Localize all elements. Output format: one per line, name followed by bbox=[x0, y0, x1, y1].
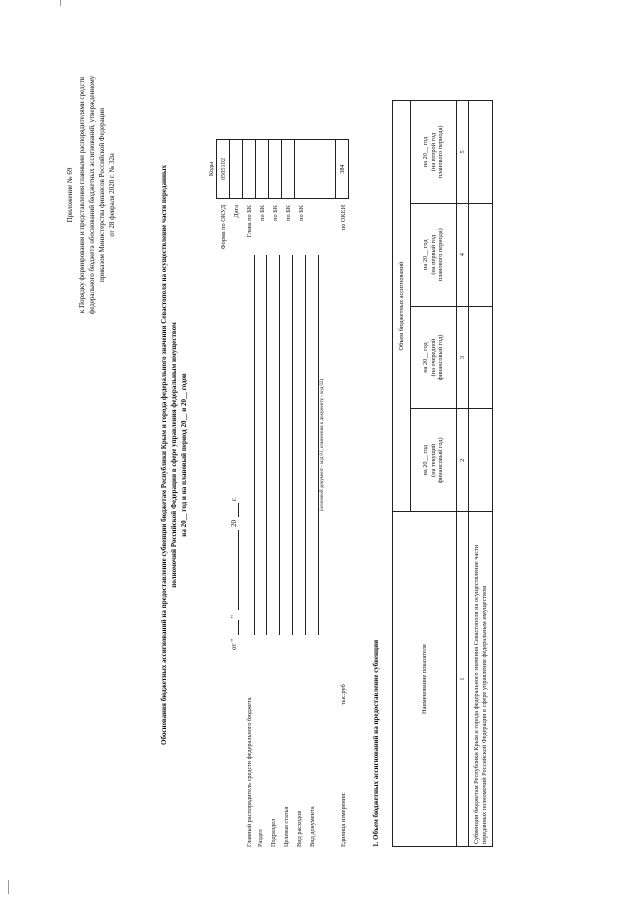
row-label-line: Субвенции бюджетам Республики Крым и города федерального значения Севастополя на осуществление части bbox=[473, 544, 480, 844]
col-header-line: (на первый год bbox=[429, 234, 437, 275]
col-header-line: финансовый год) bbox=[437, 437, 445, 484]
date-suffix: г. bbox=[230, 497, 238, 501]
col-header-line: (на очередной bbox=[429, 338, 437, 377]
doc-type-note: (основной документ - код 01, изменения к документу - код 02) bbox=[320, 378, 325, 512]
okud-label: Форма по ОКУД bbox=[220, 205, 227, 250]
table-cell bbox=[469, 306, 493, 409]
unit-value: тыс.руб bbox=[340, 684, 347, 705]
table-row-label bbox=[469, 512, 493, 847]
table-cell bbox=[469, 203, 493, 306]
date-year-blank bbox=[238, 503, 239, 517]
field-blank bbox=[292, 255, 293, 635]
code-cell-podrazdel bbox=[269, 140, 282, 199]
date-prefix: от " bbox=[230, 638, 238, 650]
field-label-gr: Главный распорядитель средств федерального бюджета bbox=[246, 697, 253, 847]
row-label-line: переданных полномочий Российской Федерации в сфере управления федеральным имуществом bbox=[480, 585, 488, 844]
field-label-razdel: Раздел bbox=[257, 829, 264, 847]
date-month-blank bbox=[238, 530, 239, 610]
field-label-celevaya: Целевая статья bbox=[283, 806, 290, 847]
date-year: 20 bbox=[230, 520, 238, 527]
field-label-podrazdel: Подраздел bbox=[270, 818, 277, 847]
unit-label: Единица измерения: bbox=[340, 792, 347, 847]
glava-label: Глава по БК bbox=[246, 205, 253, 238]
allocations-table bbox=[392, 100, 493, 847]
section-heading: 1. Объем бюджетных ассигнований на предоставление субвенции bbox=[372, 639, 380, 847]
col-header-line: планового периода) bbox=[437, 125, 445, 179]
date-quote: " bbox=[230, 615, 238, 618]
date-day-blank bbox=[238, 620, 239, 635]
appendix-line: федерального бюджета обоснований бюджетных ассигнований, утвержденному bbox=[88, 75, 96, 315]
col-number: 5 bbox=[457, 101, 469, 204]
table-cell bbox=[469, 101, 493, 204]
col-header-line: планового периода) bbox=[437, 228, 445, 282]
col-number: 2 bbox=[457, 409, 469, 512]
appendix-line: приказом Министерства финансов Российской Федерации bbox=[98, 108, 106, 282]
okud-code: 0505102 bbox=[217, 140, 230, 199]
col-header-line: на 20__ год bbox=[422, 445, 430, 476]
code-cell-vid-rashodov bbox=[295, 140, 336, 199]
col-header-line: (на текущий bbox=[429, 443, 437, 477]
col-number: 4 bbox=[457, 203, 469, 306]
col-header-line: на 20__ год bbox=[422, 136, 430, 168]
date-label: Дата bbox=[233, 205, 240, 218]
col-header-year bbox=[411, 101, 457, 204]
col-header-year bbox=[411, 409, 457, 512]
field-blank bbox=[305, 255, 306, 635]
col-header-line: на 20__ год bbox=[422, 342, 430, 373]
col-header-line: (на второй год bbox=[429, 132, 437, 172]
okei-label: по ОКЕИ bbox=[340, 205, 347, 231]
title-line: на 20__ год и на плановый период 20__ и 20__ годов bbox=[180, 373, 188, 537]
field-blank bbox=[318, 255, 319, 635]
col-header-name: Наименование показателя bbox=[393, 512, 457, 847]
codes-box bbox=[206, 139, 349, 199]
appendix-line: к Порядку формирования и представления главными распорядителями средств bbox=[78, 76, 86, 314]
col-header-year bbox=[411, 306, 457, 409]
code-cell-celevaya bbox=[282, 140, 295, 199]
code-cell-glava bbox=[243, 140, 256, 199]
field-blank bbox=[266, 255, 267, 635]
code-cell-date bbox=[230, 140, 243, 199]
okei-code: 384 bbox=[336, 140, 349, 199]
col-header-line: финансовый год) bbox=[437, 334, 445, 381]
table-cell bbox=[469, 409, 493, 512]
title-line: Обоснования бюджетных ассигнований на предоставление субвенции бюджетам Республики Крым и города федерального значения Севастополя на осуществление части переданных bbox=[160, 165, 168, 745]
bk-label: по БК bbox=[298, 205, 305, 221]
col-number: 1 bbox=[457, 512, 469, 847]
bk-label: по БК bbox=[272, 205, 279, 221]
codes-header: Коды bbox=[207, 161, 215, 177]
code-cell-razdel bbox=[256, 140, 269, 199]
bk-label: по БК bbox=[285, 205, 292, 221]
col-number: 3 bbox=[457, 306, 469, 409]
appendix-line: от 28 февраля 2020 г. № 32н bbox=[108, 153, 116, 237]
col-header-line: на 20__ год bbox=[422, 239, 430, 270]
field-label-vid-doc: Вид документа bbox=[309, 806, 316, 847]
field-blank bbox=[254, 255, 255, 635]
field-blank bbox=[279, 255, 280, 635]
col-group-header: Объем бюджетных ассигнований bbox=[393, 101, 411, 512]
field-label-vid-rashodov: Вид расходов bbox=[296, 810, 303, 847]
col-header-year bbox=[411, 203, 457, 306]
appendix-number: Приложение № 69 bbox=[66, 167, 74, 223]
bk-label: по БК bbox=[259, 205, 266, 221]
title-line: полномочий Российской Федерации в сфере управления федеральным имуществом bbox=[170, 322, 178, 588]
